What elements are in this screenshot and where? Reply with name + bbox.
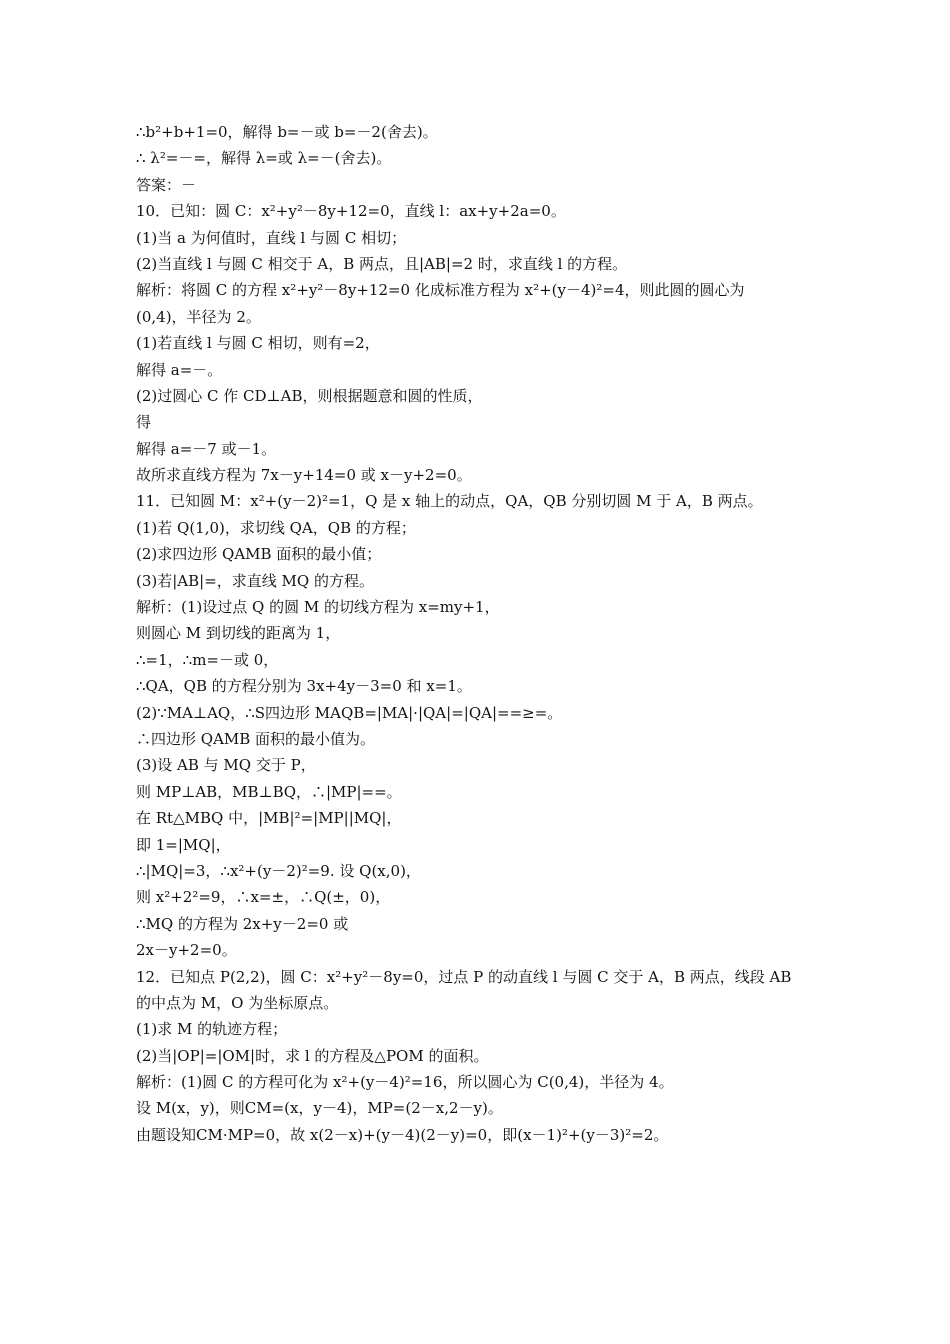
text-line: ∴|MQ|=3，∴x²+(y－2)²=9. 设 Q(x,0)， xyxy=(136,861,421,880)
text-line: (1)求 M 的轨迹方程； xyxy=(136,1020,288,1039)
text-line: 在 Rt△MBQ 中，|MB|²=|MP||MQ|， xyxy=(136,809,402,828)
text-line: 12．已知点 P(2,2)，圆 C：x²+y²－8y=0，过点 P 的动直线 l 与圆 C 交于 A，B 两点，线段 AB xyxy=(136,967,792,986)
text-line: (2)∵MA⊥AQ，∴S四边形 MAQB=|MA|·|QA|=|QA|==≥=。 xyxy=(136,703,563,722)
text-line: (1)当 a 为何值时，直线 l 与圆 C 相切； xyxy=(136,228,407,247)
text-line: 11．已知圆 M：x²+(y－2)²=1，Q 是 x 轴上的动点，QA，QB 分别切圆 M 于 A，B 两点。 xyxy=(136,492,763,511)
text-line: ∴b²+b+1=0，解得 b=－或 b=－2(舍去)。 xyxy=(136,123,438,141)
text-line: ∴四边形 QAMB 面积的最小值为。 xyxy=(136,729,376,748)
text-line: 的中点为 M，O 为坐标原点。 xyxy=(136,993,339,1012)
text-line: (2)当|OP|=|OM|时，求 l 的方程及△POM 的面积。 xyxy=(136,1046,489,1065)
text-line: 解得 a=－7 或－1。 xyxy=(136,439,277,458)
text-line: 解析：将圆 C 的方程 x²+y²－8y+12=0 化成标准方程为 x²+(y－4)²=4，则此圆的圆心为 xyxy=(136,281,745,300)
text-line: (2)求四边形 QAMB 面积的最小值； xyxy=(136,545,382,564)
text-line: 解得 a=－。 xyxy=(136,360,223,379)
text-line: (2)当直线 l 与圆 C 相交于 A，B 两点，且|AB|=2 时，求直线 l 的方程。 xyxy=(136,254,628,273)
text-line: 解析：(1)设过点 Q 的圆 M 的切线方程为 x=my+1， xyxy=(136,598,500,617)
text-line: 得 xyxy=(136,413,152,432)
text-line: ∴MQ 的方程为 2x+y－2=0 或 xyxy=(136,914,349,933)
text-line: ∴QA，QB 的方程分别为 3x+4y－3=0 和 x=1。 xyxy=(136,677,472,696)
text-line: ∴ λ²=－=，解得 λ=或 λ=－(舍去)。 xyxy=(136,149,392,168)
text-line: ∴=1，∴m=－或 0， xyxy=(136,650,279,669)
text-line: 由题设知CM·MP=0，故 x(2－x)+(y－4)(2－y)=0，即(x－1)²+(y－3)²=2。 xyxy=(136,1125,669,1144)
text-line: 设 M(x，y)，则CM=(x，y－4)，MP=(2－x,2－y)。 xyxy=(136,1099,503,1118)
text-line: (1)若直线 l 与圆 C 相切，则有=2， xyxy=(136,334,380,353)
document-body xyxy=(136,119,836,1148)
text-line: (0,4)，半径为 2。 xyxy=(136,307,261,326)
text-line: (2)过圆心 C 作 CD⊥AB，则根据题意和圆的性质， xyxy=(136,386,483,405)
text-line: (3)若|AB|=，求直线 MQ 的方程。 xyxy=(136,571,374,590)
text-line: 解析：(1)圆 C 的方程可化为 x²+(y－4)²=16，所以圆心为 C(0,4)，半径为 4。 xyxy=(136,1073,674,1092)
text-line: 故所求直线方程为 7x－y+14=0 或 x－y+2=0。 xyxy=(136,466,472,485)
text-line: (3)设 AB 与 MQ 交于 P， xyxy=(136,756,316,775)
text-line: 则圆心 M 到切线的距离为 1， xyxy=(136,624,341,643)
text-line: 2x－y+2=0。 xyxy=(136,941,237,960)
text-line: 则 x²+2²=9，∴x=±，∴Q(±，0)， xyxy=(136,888,391,907)
text-line: 则 MP⊥AB，MB⊥BQ，∴|MP|==。 xyxy=(136,782,402,801)
text-line: (1)若 Q(1,0)，求切线 QA，QB 的方程； xyxy=(136,518,416,537)
text-line: 10．已知：圆 C：x²+y²－8y+12=0，直线 l：ax+y+2a=0。 xyxy=(136,202,566,221)
text-line: 即 1=|MQ|， xyxy=(136,835,231,854)
text-line: 答案：－ xyxy=(136,175,197,194)
